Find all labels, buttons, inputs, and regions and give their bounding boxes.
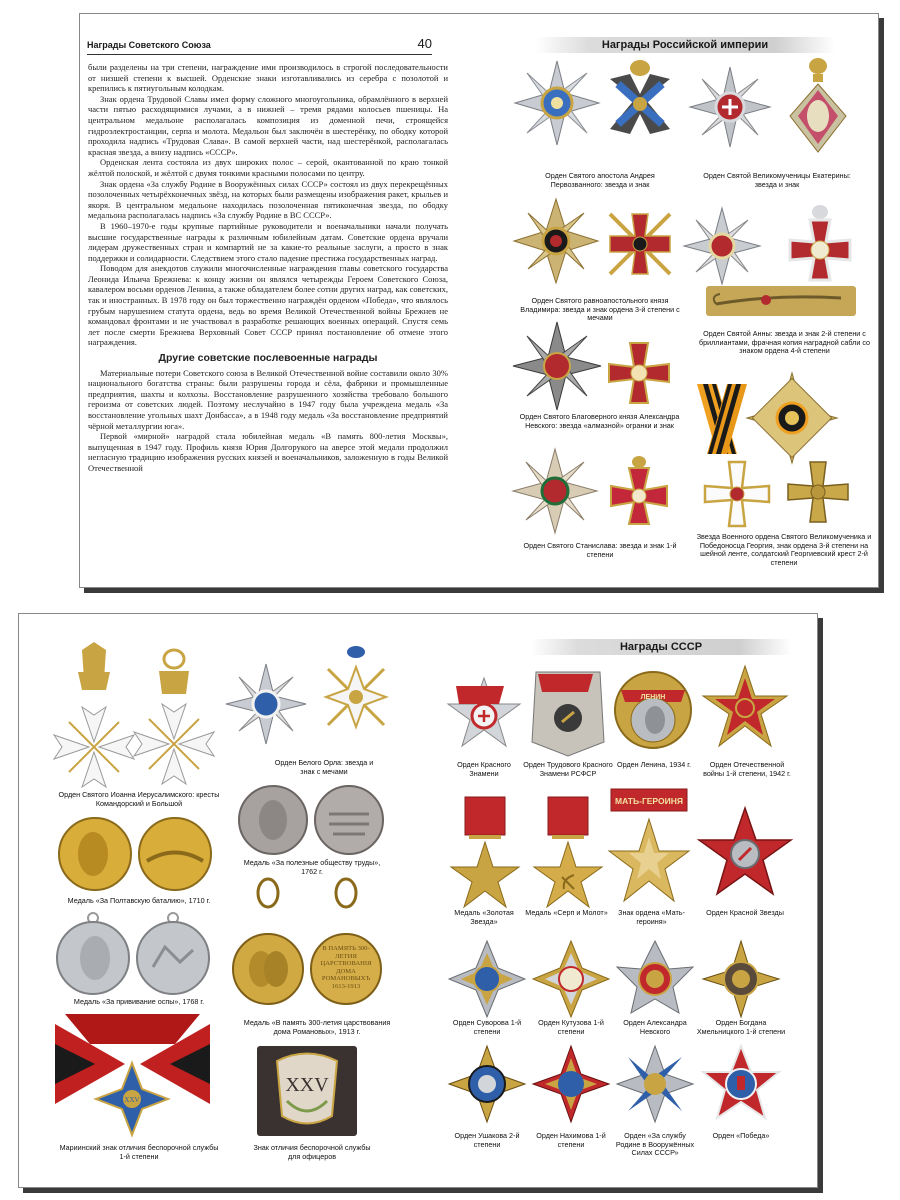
- caption: Орден Кутузова 1-й степени: [538, 1018, 604, 1036]
- caption: Орден Святой Великомученицы Екатерины: звезда и знак: [703, 171, 851, 189]
- st-andrew-badge-image: [600, 54, 680, 149]
- page-number: 40: [417, 36, 432, 51]
- paragraph: были разделены на три степени, награждение ими производилось в строгой последовательности от низшей степени к высшей. Орденские знаки изготавливались из серебра с позолотой и крепились к пятиугольным колодкам.: [88, 62, 448, 94]
- st-vladimir-badge-image: [600, 204, 680, 284]
- mother-heroine-inscription: МАТЬ-ГЕРОИНЯ: [615, 796, 683, 806]
- body-text: [88, 62, 448, 474]
- suvorov-order-image: [447, 939, 527, 1019]
- caption: Орден Святого равноапостольного князя Владимира: звезда и знак ордена 3-й степени с мечами: [520, 296, 680, 323]
- caption: Орден Красной Звезды: [706, 908, 784, 917]
- lenin-inscription: ЛЕНИН: [640, 694, 666, 701]
- patriotic-war-order-image: [701, 664, 789, 752]
- caption: Орден Александра Невского: [623, 1018, 687, 1036]
- bottom-spread-page: [18, 613, 818, 1188]
- caption: Медаль «За Полтавскую баталию», 1710 г.: [67, 896, 211, 905]
- poltava-medal-obverse-image: [57, 816, 133, 892]
- vaccination-medal-obverse-image: [55, 912, 131, 997]
- caption: Орден Красного Знамени: [457, 760, 511, 778]
- st-george-star-image: [745, 371, 840, 466]
- caption: Медаль «За прививание оспы», 1768 г.: [73, 997, 205, 1006]
- st-alexander-badge-image: [602, 336, 677, 411]
- caption: Звезда Военного ордена Святого Великомученика и Победоносца Георгия, знак ордена 3-й степени на шейной ленте, солдатский Георгиевский крест 2-й степени: [696, 532, 872, 567]
- st-john-commander-cross-image: [57, 642, 132, 792]
- st-anna-badge-image: [780, 204, 860, 289]
- section-title-ussr: Награды СССР: [531, 639, 791, 655]
- caption: Орден Святого Благоверного князя Александра Невского: звезда «алмазной» огранки и знак: [519, 412, 680, 430]
- caption: Орден «За службу Родине в Вооружённых Силах СССР»: [615, 1131, 695, 1158]
- st-stanislav-badge-image: [602, 454, 677, 534]
- section-title-imperial: Награды Российской империи: [535, 37, 835, 53]
- vaccination-medal-reverse-image: [135, 912, 211, 997]
- caption: Мариинский знак отличия беспорочной службы 1-й степени: [59, 1143, 219, 1161]
- st-vladimir-star-image: [512, 197, 600, 285]
- caption: Орден Трудового Красного Знамени РСФСР: [523, 760, 613, 778]
- st-anna-star-image: [682, 206, 762, 286]
- victory-order-image: [701, 1044, 781, 1124]
- running-head: [87, 36, 432, 55]
- st-alexander-star-image: [512, 320, 602, 412]
- useful-labors-medal-reverse-image: [313, 784, 385, 856]
- st-john-grand-cross-image: [134, 649, 214, 789]
- paragraph: Первой «мирной» наградой стала юбилейная медаль «В память 800-летия Москвы», выпущенная в 1947 году. Профиль князя Юрия Долгорукого на аверсе этой медали продолжил негласную традицию изображения русских князей и военачальников, заложенную в годы Великой Отечественной: [88, 431, 448, 473]
- badge-text: XXV: [124, 1096, 140, 1104]
- caption: Орден Отечественной войны 1-й степени, 1942 г.: [703, 760, 791, 778]
- caption: Орден Святого Иоанна Иерусалимского: кресты Командорский и Большой: [58, 790, 220, 808]
- ushakov-order-image: [447, 1044, 527, 1124]
- caption: Знак отличия беспорочной службы для офицеров: [253, 1143, 371, 1161]
- lenin-order-image: [612, 662, 694, 752]
- running-head-title: Награды Советского Союза: [87, 40, 211, 50]
- romanov-medal-reverse-image: [309, 879, 384, 1014]
- caption: Орден Нахимова 1-й степени: [536, 1131, 606, 1149]
- st-catherine-star-image: [685, 62, 775, 152]
- section-heading: Другие советские послевоенные награды: [158, 352, 378, 365]
- paragraph: В 1960–1970-е годы крупные партийные руководители и военачальники начали получать высшие государственные награды к различным юбилейным датам. Советские ордена вручали лидерам дружественных стран и компартий не за какие-то реальные заслуги, а просто в знак поддержки и солидарности. Следствием этого стало падение престижа государственных наград.: [88, 220, 448, 263]
- white-eagle-star-image: [224, 662, 309, 747]
- caption: Медаль «Золотая Звезда»: [454, 908, 514, 926]
- paragraph: Материальные потери Советского союза в Великой Отечественной войне составили около 30% национального богатства страны: были разрушены города и сёла, фабрики и промышленные предприятия, шахты и колхозы. Восстановление разрушенного хозяйства требовало большого героизма от советских людей. Поэтому неслучайно в 1947 году была учреждена медаль «За восстановление угольных шахт Донбасса», а в 1948 году медаль «За восстановление предприятий чёрной металлургии юга».: [88, 367, 448, 431]
- red-star-order-image: [697, 804, 793, 900]
- soldier-george-cross-image: [783, 456, 853, 528]
- caption: Орден Святого Станислава: звезда и знак 1-й степени: [523, 541, 677, 559]
- khmelnitsky-order-image: [701, 939, 781, 1019]
- labor-red-banner-order-image: [527, 662, 609, 757]
- caption: Медаль «За полезные обществу труды», 1762 г.: [243, 858, 381, 876]
- caption: Медаль «В память 300-летия царствования дома Романовых», 1913 г.: [243, 1018, 391, 1036]
- top-spread-page: [79, 13, 879, 588]
- caption: Орден Белого Орла: звезда и знак с мечами: [274, 758, 374, 776]
- mariinsky-badge-image: [55, 1014, 210, 1139]
- irreproachable-service-badge-image: [257, 1046, 357, 1136]
- paragraph: Знак ордена Трудовой Славы имел форму сложного многоугольника, обрамлённого в верхней части пятью расходящимися лучами, а в нижней – тремя рядами колосьев пшеницы. На центральном медальоне располагалась композиция из доменной печи, строящейся гидроэлектростанции, серпа и молота. Медальон был заключён в шестерёнку, по ободку которой проходила надпись «Трудовая Слава». В самой верхней части, над шестерёнкой, располагалась красная звезда, а внизу надпись «СССР».: [88, 93, 448, 157]
- kutuzov-order-image: [531, 939, 611, 1019]
- paragraph: Поводом для анекдотов служили многочисленные награждения главы советского государства Леонида Ильича Брежнева: к концу жизни он являлся четырежды Героем Советского Союза, кавалером восьми орденов Ленина, а также обладателем более сотни других наград, как советских, так и иностранных. В 1978 году он был торжественно награждён орденом «Победа», что являлось грубым нарушением статута ордена, ведь во время Великой Отечественной войны Брежнев не командовал фронтами и не участвовал в разработке решающих военных операций. Спустя семь лет после смерти Брежнева Верховный Совет СССР принял постановление об отмене этого награждения.: [88, 263, 448, 348]
- gold-star-medal-image: [449, 797, 521, 907]
- romanov-coin-text: В ПАМЯТЬ 300-ЛЕТИЯ ЦАРСТВОВАНІЯ ДОМА РОМАНОВЫХЪ 1613-1913: [320, 945, 372, 990]
- mother-heroine-badge-image: [609, 789, 689, 904]
- nakhimov-order-image: [531, 1044, 611, 1124]
- paragraph: Орденская лента состояла из двух широких полос – серой, окантованной по краю тонкой жёлтой полоской, и жёлтой с двумя тонкими красными полосами по центру.: [88, 157, 448, 178]
- st-catherine-badge-image: [778, 54, 858, 159]
- st-stanislav-star-image: [510, 446, 600, 536]
- badge-roman-numeral: XXV: [285, 1074, 329, 1096]
- caption: Орден Богдана Хмельницкого 1-й степени: [696, 1018, 786, 1036]
- caption: Знак ордена «Мать-героиня»: [618, 908, 685, 926]
- red-banner-order-image: [444, 666, 524, 756]
- alexander-nevsky-order-image: [615, 939, 695, 1019]
- caption: Орден Ленина, 1934 г.: [617, 760, 691, 769]
- st-george-badge-image: [700, 454, 775, 532]
- useful-labors-medal-obverse-image: [237, 784, 309, 856]
- poltava-medal-reverse-image: [137, 816, 213, 892]
- caption: Медаль «Серп и Молот»: [525, 908, 608, 917]
- st-andrew-star-image: [512, 58, 602, 148]
- st-anna-sabre-image: [706, 286, 856, 316]
- caption: Орден Ушакова 2-й степени: [454, 1131, 520, 1149]
- paragraph: Знак ордена «За службу Родине в Вооружённых силах СССР» состоял из двух перекрещённых позолоченных четырёхконечных звёзд, на которых были размещены изображения ракет, крыльев и якоря. В центральном медальоне находилась позолоченная пятиконечная звезда, по ободку медальона располагалась надпись «За службу Родине в ВС СССР».: [88, 178, 448, 221]
- white-eagle-badge-image: [316, 642, 396, 742]
- service-to-motherland-order-image: [615, 1044, 695, 1124]
- romanov-medal-obverse-image: [231, 879, 306, 1014]
- caption: Орден Святой Анны: звезда и знак 2-й степени с бриллиантами, фрачная копия наградной сабли со знаком ордена 4-й степени: [698, 329, 871, 356]
- caption: Орден Святого апостола Андрея Первозванного: звезда и знак: [545, 171, 655, 189]
- caption: Орден «Победа»: [712, 1131, 770, 1140]
- hammer-sickle-medal-image: [532, 797, 604, 907]
- caption: Орден Суворова 1-й степени: [452, 1018, 522, 1036]
